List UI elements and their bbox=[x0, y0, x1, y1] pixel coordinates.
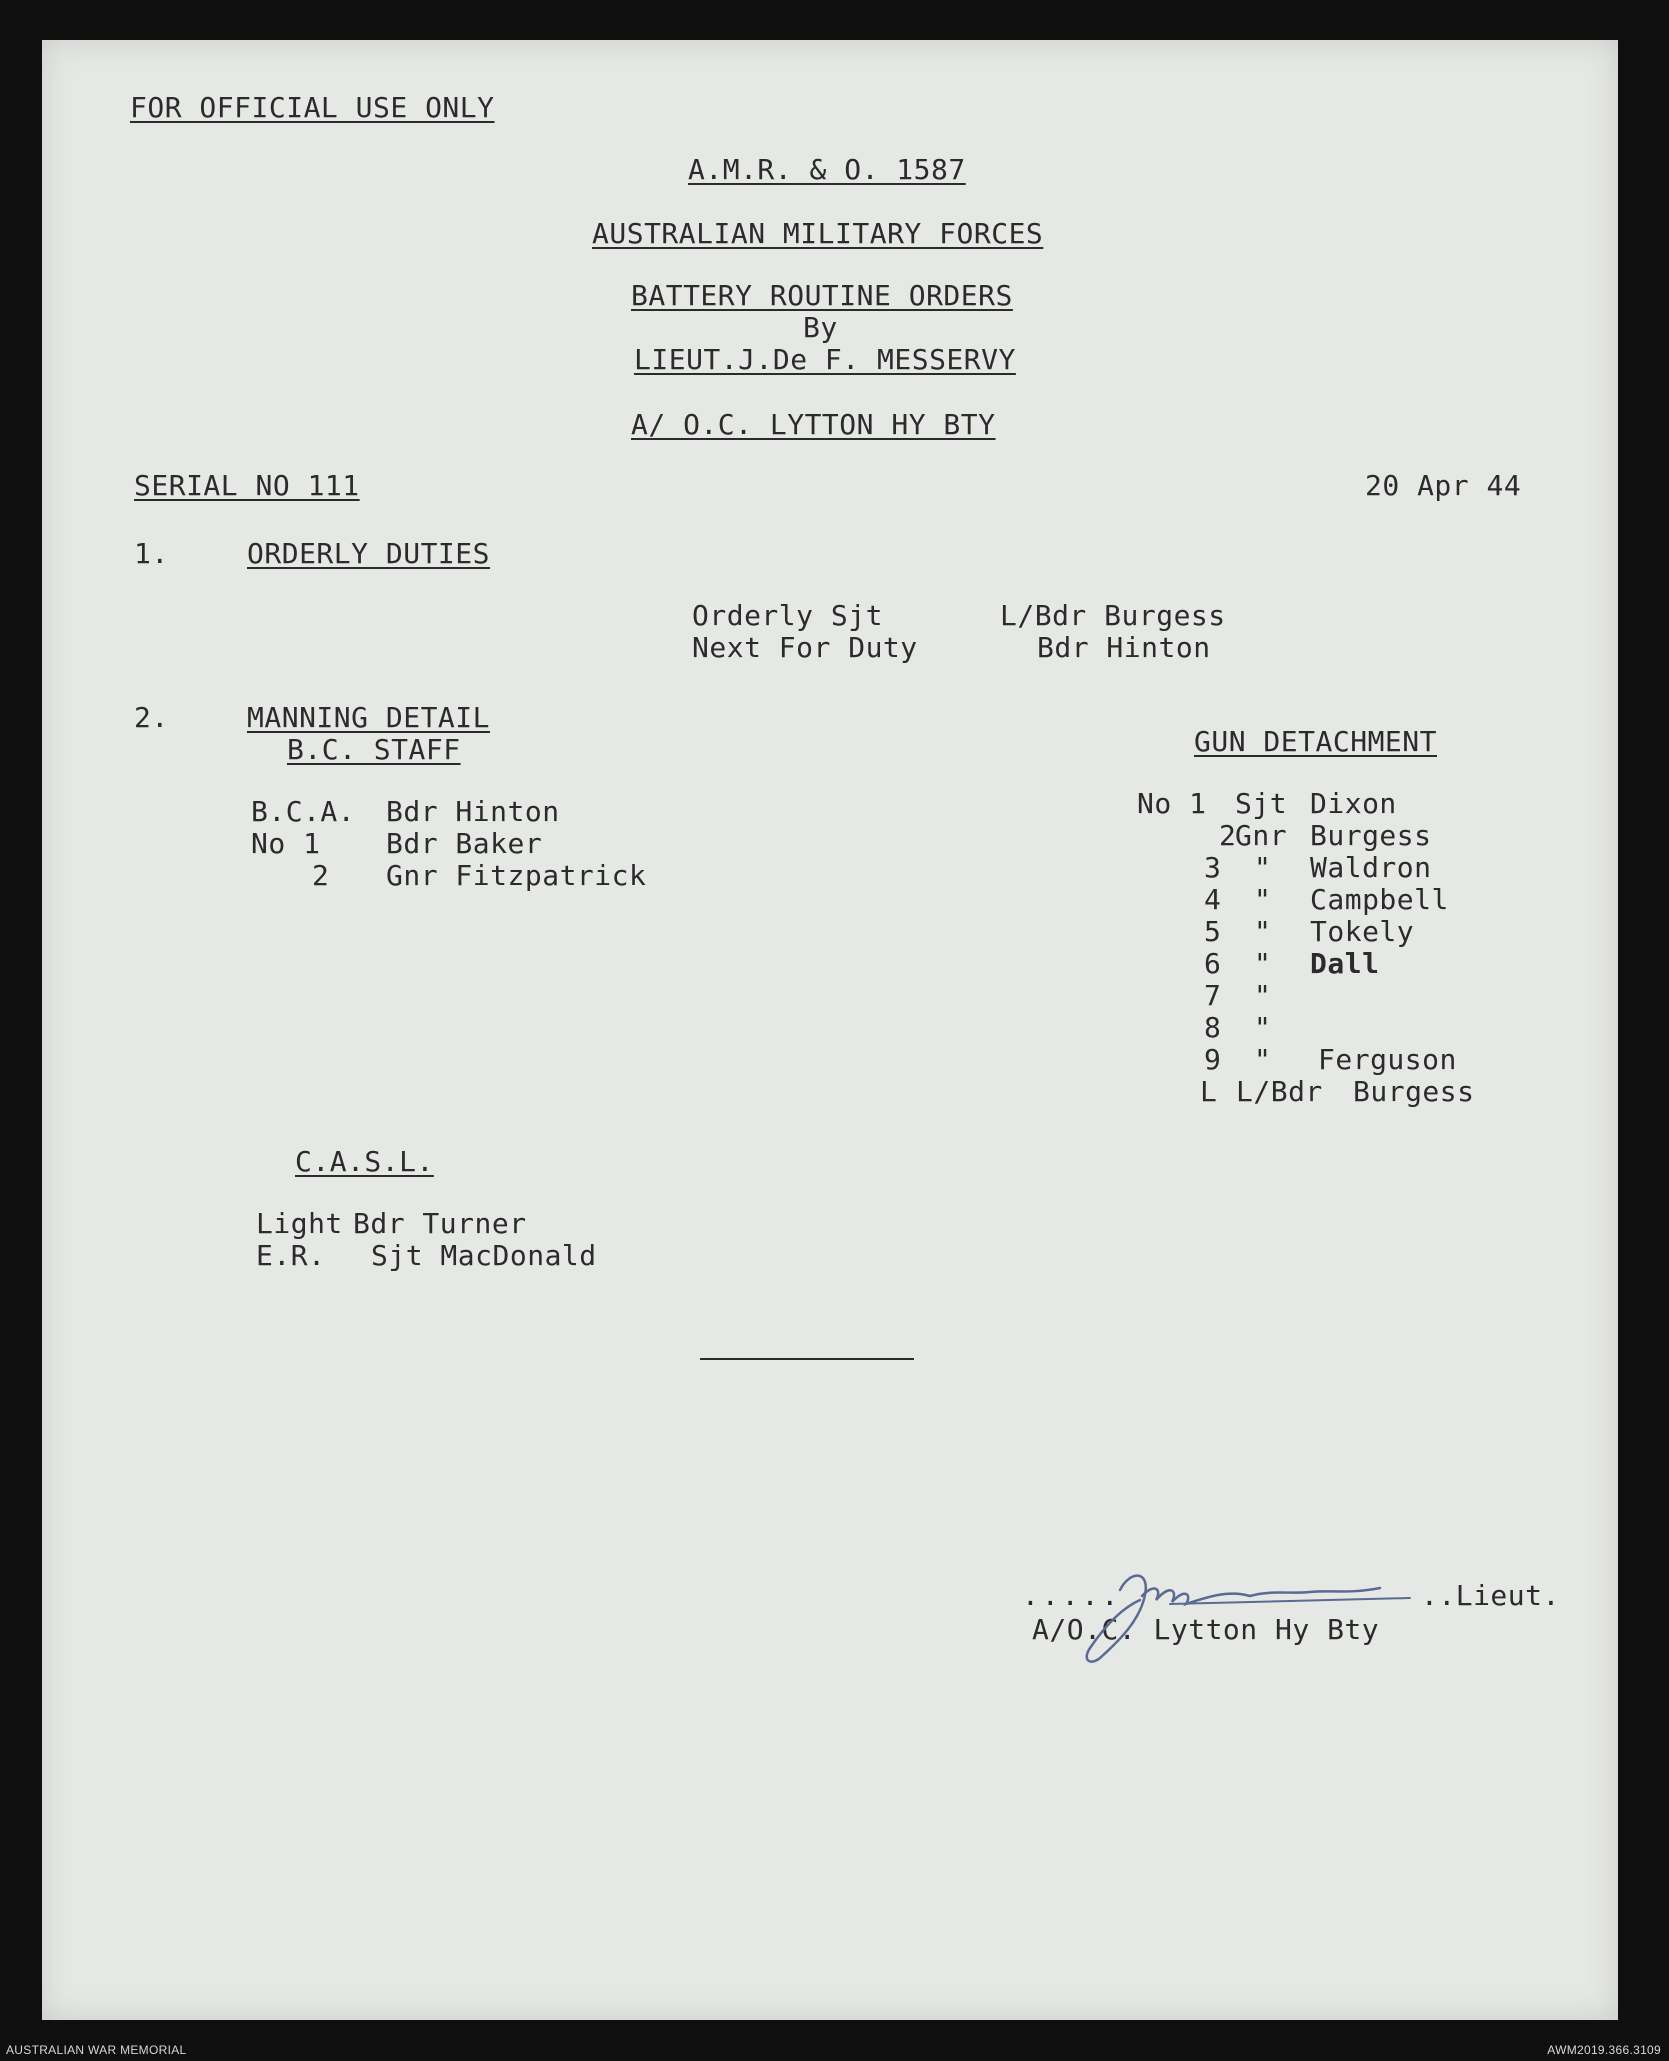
officer-appointment: A/ O.C. LYTTON HY BTY bbox=[631, 408, 996, 441]
gun-row-no: L bbox=[1200, 1075, 1218, 1108]
orderly-name: L/Bdr Burgess bbox=[1000, 599, 1226, 632]
casl-pos-1: Light bbox=[256, 1207, 343, 1240]
gun-row-rank: " bbox=[1254, 947, 1272, 980]
order-date: 20 Apr 44 bbox=[1365, 469, 1522, 502]
orderly-role: Orderly Sjt bbox=[692, 599, 883, 632]
bc-staff-pos-3: 2 bbox=[312, 859, 330, 892]
gun-row-name: Ferguson bbox=[1318, 1043, 1457, 1076]
signature-appointment: A/O.C. Lytton Hy Bty bbox=[1032, 1613, 1380, 1646]
handwritten-signature bbox=[1060, 1560, 1440, 1670]
gun-row-no: 2 bbox=[1219, 819, 1237, 852]
gun-row-rank: " bbox=[1254, 1011, 1272, 1044]
gun-row-rank: " bbox=[1254, 915, 1272, 948]
gun-row-rank: Sjt bbox=[1235, 787, 1288, 820]
gun-row-name: Campbell bbox=[1310, 883, 1449, 916]
organisation-title: AUSTRALIAN MILITARY FORCES bbox=[592, 217, 1044, 250]
signature-rank: ..Lieut. bbox=[1421, 1579, 1560, 1612]
gun-row-no: 6 bbox=[1204, 947, 1222, 980]
gun-row-name: Dixon bbox=[1310, 787, 1397, 820]
section-2-heading: MANNING DETAIL bbox=[247, 701, 491, 734]
gun-row-rank: L/Bdr bbox=[1236, 1075, 1323, 1108]
gun-row-no: 7 bbox=[1204, 979, 1222, 1012]
gun-row-name: Burgess bbox=[1353, 1075, 1475, 1108]
archive-reference: AWM2019.366.3109 bbox=[1547, 2043, 1661, 2057]
officer-name: LIEUT.J.De F. MESSERVY bbox=[634, 343, 1016, 376]
section-2-number: 2. bbox=[134, 701, 169, 734]
gun-row-rank: " bbox=[1254, 883, 1272, 916]
form-reference: A.M.R. & O. 1587 bbox=[688, 153, 966, 186]
next-duty-name: Bdr Hinton bbox=[1037, 631, 1211, 664]
bc-staff-pos-2: No 1 bbox=[251, 827, 321, 860]
gun-row-name: Waldron bbox=[1310, 851, 1432, 884]
gun-row-no: 9 bbox=[1204, 1043, 1222, 1076]
gun-row-rank: Gnr bbox=[1235, 819, 1288, 852]
gun-row-rank: " bbox=[1254, 851, 1272, 884]
signature-dots: ..... bbox=[1022, 1579, 1122, 1612]
next-duty-role: Next For Duty bbox=[692, 631, 918, 664]
orders-title: BATTERY ROUTINE ORDERS bbox=[631, 279, 1013, 312]
archive-credit: AUSTRALIAN WAR MEMORIAL bbox=[6, 2043, 187, 2057]
gun-row-rank: " bbox=[1254, 1043, 1272, 1076]
bc-staff-pos-1: B.C.A. bbox=[251, 795, 356, 828]
gun-row-no: 8 bbox=[1204, 1011, 1222, 1044]
gun-detachment-heading: GUN DETACHMENT bbox=[1194, 725, 1438, 758]
casl-heading: C.A.S.L. bbox=[295, 1145, 434, 1178]
section-1-number: 1. bbox=[134, 537, 169, 570]
gun-row-no: No 1 bbox=[1137, 787, 1207, 820]
gun-row-name: Dall bbox=[1310, 947, 1380, 980]
gun-row-no: 5 bbox=[1204, 915, 1222, 948]
classification-label: FOR OFFICIAL USE ONLY bbox=[130, 91, 495, 124]
casl-name-2: Sjt MacDonald bbox=[371, 1239, 597, 1272]
gun-row-rank: " bbox=[1254, 979, 1272, 1012]
section-1-heading: ORDERLY DUTIES bbox=[247, 537, 491, 570]
gun-row-no: 4 bbox=[1204, 883, 1222, 916]
gun-row-name: Tokely bbox=[1310, 915, 1415, 948]
bc-staff-name-1: Bdr Hinton bbox=[386, 795, 560, 828]
gun-row-name: Burgess bbox=[1310, 819, 1432, 852]
bc-staff-name-2: Bdr Baker bbox=[386, 827, 543, 860]
serial-number: SERIAL NO 111 bbox=[134, 469, 360, 502]
casl-pos-2: E.R. bbox=[256, 1239, 326, 1272]
casl-name-1: Bdr Turner bbox=[353, 1207, 527, 1240]
by-label: By bbox=[803, 311, 838, 344]
bc-staff-name-3: Gnr Fitzpatrick bbox=[386, 859, 647, 892]
bc-staff-heading: B.C. STAFF bbox=[287, 733, 461, 766]
gun-row-no: 3 bbox=[1204, 851, 1222, 884]
closing-rule bbox=[700, 1358, 914, 1360]
